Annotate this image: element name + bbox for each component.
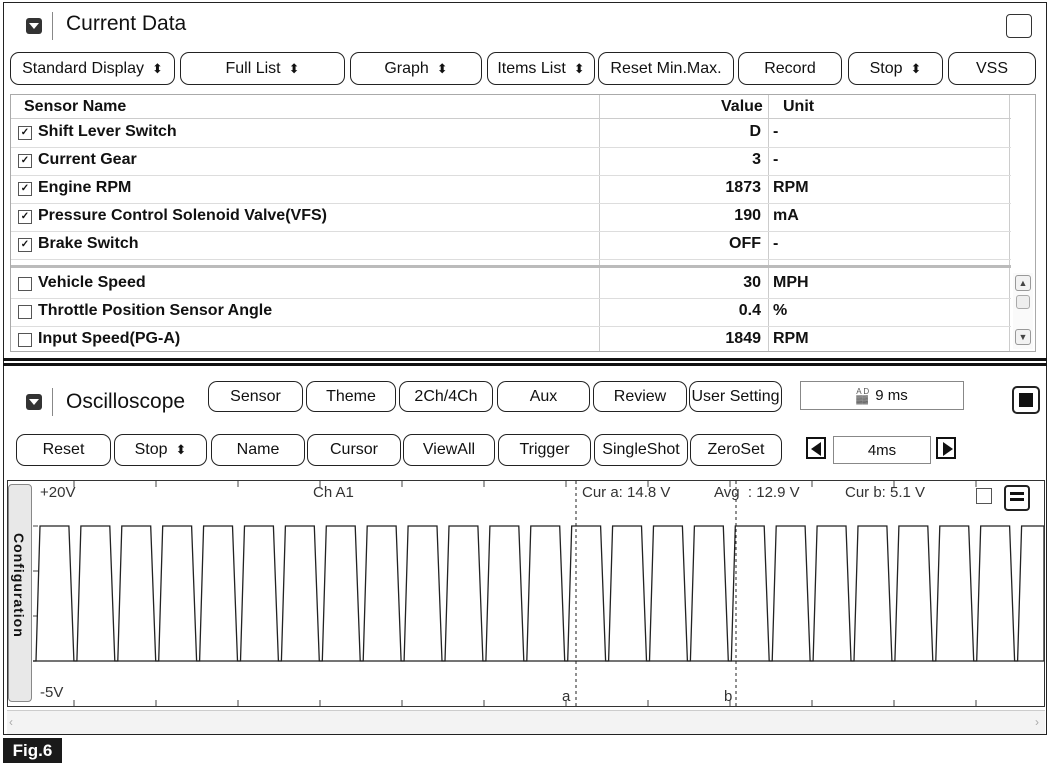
cursor-a-marker[interactable]: a — [562, 688, 571, 705]
scroll-up-icon[interactable]: ▲ — [1015, 275, 1031, 291]
review-label: Review — [613, 387, 667, 405]
reset-button[interactable] — [16, 434, 111, 466]
table-row[interactable] — [11, 204, 1011, 232]
items-list-dropdown-icon: ⬍ — [573, 60, 585, 76]
vss-label: VSS — [975, 59, 1008, 77]
stop-label: Stop — [869, 59, 903, 77]
table-row[interactable] — [11, 299, 1011, 327]
horizontal-scrollbar[interactable] — [7, 710, 1045, 734]
sensor-unit: mA — [773, 207, 799, 224]
scroll-thumb[interactable] — [1016, 295, 1030, 309]
items-list-label: Items List — [497, 59, 566, 77]
y-max-label: +20V — [40, 484, 76, 501]
scroll-down-icon[interactable]: ▼ — [1015, 329, 1031, 345]
waveform-plot[interactable] — [33, 481, 1044, 706]
current-data-maximize-icon[interactable] — [1006, 14, 1032, 38]
sensor-unit: RPM — [773, 330, 809, 347]
sensor-value: D — [749, 123, 761, 140]
sample-time: 9 ms — [875, 387, 908, 404]
sensor-value: 0.4 — [738, 302, 761, 319]
unchecked-checkbox[interactable] — [18, 305, 32, 319]
theme-label: Theme — [326, 387, 376, 405]
checked-checkbox[interactable]: ✓ — [18, 182, 32, 196]
sensor-unit: - — [773, 151, 779, 168]
aux-button[interactable] — [497, 381, 590, 412]
osc-stop-button[interactable] — [114, 434, 207, 466]
sensor-name: Input Speed(PG-A) — [38, 330, 181, 347]
checked-checkbox[interactable]: ✓ — [18, 154, 32, 168]
zero-set-label: ZeroSet — [707, 441, 765, 458]
timebase-prev-icon[interactable] — [806, 437, 826, 459]
sensor-unit: - — [773, 235, 779, 252]
sensor-name: Brake Switch — [38, 235, 139, 252]
table-row[interactable] — [11, 327, 1011, 352]
cursor-b-marker[interactable]: b — [724, 688, 733, 705]
unchecked-checkbox[interactable] — [18, 333, 32, 347]
review-button[interactable] — [593, 381, 687, 412]
full-list-label: Full List — [225, 59, 281, 77]
header-separator — [52, 388, 53, 416]
checked-checkbox[interactable]: ✓ — [18, 126, 32, 140]
standard-display-button[interactable] — [10, 52, 175, 85]
cursor-button[interactable] — [307, 434, 401, 466]
average-readout: Avg : 12.9 V — [714, 484, 800, 501]
sensor-button[interactable] — [208, 381, 303, 412]
graph-label: Graph — [384, 59, 429, 77]
waveform-trace — [33, 526, 1044, 661]
user-setting-button[interactable] — [689, 381, 782, 412]
vss-button[interactable] — [948, 52, 1036, 85]
trigger-label: Trigger — [519, 441, 570, 458]
sensor-value: 190 — [734, 207, 761, 224]
sensor-unit: - — [773, 123, 779, 140]
graph-dropdown-icon: ⬍ — [436, 60, 448, 76]
table-row[interactable] — [11, 232, 1011, 260]
y-min-label: -5V — [40, 684, 64, 701]
reset-min-max-button[interactable] — [598, 52, 734, 85]
sensor-name: Pressure Control Solenoid Valve(VFS) — [38, 207, 327, 224]
sensor-unit: % — [773, 302, 788, 319]
cursor-label: Cursor — [329, 441, 378, 458]
scroll-left-icon[interactable]: ‹ — [9, 715, 13, 729]
table-row[interactable] — [11, 176, 1011, 204]
sensor-value: 1849 — [725, 330, 761, 347]
timebase-next-icon[interactable] — [936, 437, 956, 459]
sensor-unit: RPM — [773, 179, 809, 196]
standard-display-dropdown-icon: ⬍ — [151, 60, 163, 76]
sensor-value: 3 — [752, 151, 761, 168]
reset-min-max-label: Reset Min.Max. — [610, 59, 722, 77]
view-all-button[interactable] — [403, 434, 495, 466]
oscilloscope-title: Oscilloscope — [66, 390, 186, 413]
sensor-unit: MPH — [773, 274, 809, 291]
channel-label: Ch A1 — [313, 484, 354, 501]
standard-display-label: Standard Display — [22, 59, 144, 77]
table-header — [11, 95, 1011, 119]
display-options-icon[interactable] — [1004, 485, 1030, 511]
sample-time-display — [800, 381, 964, 410]
name-button[interactable] — [211, 434, 305, 466]
view-all-label: ViewAll — [422, 441, 476, 458]
osc-stop-label: Stop — [134, 441, 168, 458]
sensor-table — [10, 94, 1036, 352]
column-sensor-name[interactable]: Sensor Name — [24, 98, 127, 115]
scroll-right-icon[interactable]: › — [1035, 715, 1039, 729]
user-setting-label: User Setting — [691, 387, 780, 405]
checked-checkbox[interactable]: ✓ — [18, 210, 32, 224]
header-separator — [52, 12, 53, 40]
sensor-value: OFF — [729, 235, 761, 252]
sensor-name: Throttle Position Sensor Angle — [38, 302, 273, 319]
column-unit[interactable]: Unit — [783, 98, 815, 115]
single-shot-button[interactable] — [594, 434, 688, 466]
cursor-a-readout: Cur a: 14.8 V — [582, 484, 671, 501]
sensor-value: 1873 — [725, 179, 761, 196]
table-row[interactable] — [11, 271, 1011, 299]
configuration-tab[interactable]: Configuration — [8, 484, 32, 702]
unchecked-checkbox[interactable] — [18, 277, 32, 291]
reset-label: Reset — [42, 441, 85, 458]
table-scrollbar[interactable] — [1013, 273, 1033, 349]
theme-button[interactable] — [306, 381, 396, 412]
oscilloscope-collapse-icon[interactable] — [26, 394, 42, 410]
table-row[interactable] — [11, 120, 1011, 148]
axis-ticks — [33, 481, 976, 706]
current-data-collapse-icon[interactable] — [26, 18, 42, 34]
sensor-label: Sensor — [230, 387, 281, 405]
osc-stop-dropdown-icon: ⬍ — [175, 442, 187, 457]
aux-label: Aux — [529, 387, 558, 405]
full-list-button[interactable] — [180, 52, 345, 85]
column-value[interactable]: Value — [721, 98, 763, 115]
record-label: Record — [764, 59, 816, 77]
trigger-button[interactable] — [498, 434, 591, 466]
sensor-name: Vehicle Speed — [38, 274, 146, 291]
timebase-value[interactable]: 4ms — [833, 436, 931, 464]
channel-mode-label: 2Ch/4Ch — [414, 387, 478, 405]
channel-checkbox[interactable] — [976, 488, 992, 504]
stop-dropdown-icon: ⬍ — [910, 60, 922, 76]
stop-button[interactable] — [848, 52, 943, 85]
current-data-title: Current Data — [66, 12, 187, 35]
items-list-button[interactable] — [487, 52, 595, 85]
table-row[interactable] — [11, 148, 1011, 176]
record-button[interactable] — [738, 52, 842, 85]
record-stop-icon[interactable] — [1012, 386, 1040, 414]
channel-mode-button[interactable] — [399, 381, 493, 412]
group-divider — [11, 265, 1011, 268]
name-label: Name — [236, 441, 280, 458]
full-list-dropdown-icon: ⬍ — [288, 60, 300, 76]
pane-divider[interactable] — [3, 358, 1047, 366]
single-shot-label: SingleShot — [602, 441, 680, 458]
sensor-value: 30 — [743, 274, 761, 291]
sensor-name: Shift Lever Switch — [38, 123, 177, 140]
zero-set-button[interactable] — [690, 434, 782, 466]
sensor-name: Engine RPM — [38, 179, 132, 196]
graph-button[interactable] — [350, 52, 482, 85]
cursor-b-readout: Cur b: 5.1 V — [845, 484, 926, 501]
checked-checkbox[interactable]: ✓ — [18, 238, 32, 252]
adc-icon: A D ▓▓ — [856, 386, 870, 404]
figure-label: Fig.6 — [3, 738, 62, 763]
sensor-name: Current Gear — [38, 151, 137, 168]
